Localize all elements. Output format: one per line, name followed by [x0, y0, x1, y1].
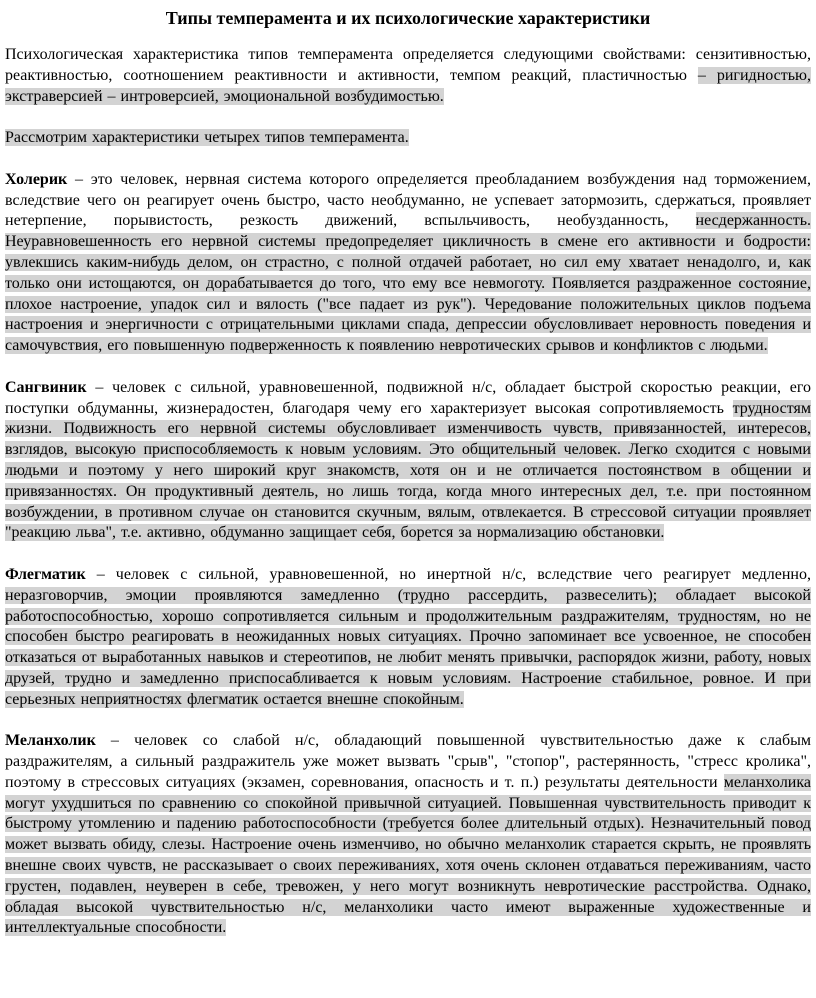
highlighted-run: – ригидностью, экстраверсией – интроверсией, эмоциональной возбудимостью. [5, 66, 811, 105]
text-run: Психологическая характеристика типов темперамента определяется следующими свойствами: сензитивностью, реактивностью, соотношением реактивности и активности, темпом реакций, пластичностью [5, 46, 811, 84]
text-run: – человек со слабой н/с, обладающий повышенной чувствительностью даже к слабым раздражителям, а сильный раздражитель уже может вызвать "срыв", "стопор", растерянность, "стресс кролика", поэтому в стрессовых ситуациях (экзамен, соревнования, опасность и т. п.) результаты деятельности [5, 732, 811, 791]
paragraph [5, 128, 811, 149]
temperament-term: Сангвиник [5, 378, 87, 396]
text-run: – человек с сильной, уравновешенной, но инертной н/с, вследствие чего реагирует медленно, [85, 565, 811, 583]
highlighted-run: неразговорчив, эмоции проявляются замедленно (трудно рассердить, развеселить); обладает высокой работоспособностью, хорошо сопротивляется сильным и продолжительным раздражителям, трудностям, но не способен быстро реагировать в неожиданных новых ситуациях. Прочно запоминает все усвоенное, не способен отказаться от выработанных навыков и стереотипов, не любит менять привычки, распорядок жизни, работу, новых друзей, трудно и замедленно приспосабливается к новым условиям. Настроение стабильное, ровное. И при серьезных неприятностях флегматик остается внешне спокойным. [5, 586, 811, 708]
highlighted-run: Рассмотрим характеристики четырех типов темперамента. [5, 129, 409, 147]
paragraph [5, 565, 811, 711]
temperament-term: Меланхолик [5, 732, 96, 750]
highlighted-run: трудностям жизни. Подвижность его нервной системы обусловливает изменчивость чувств, привязанностей, интересов, взглядов, высокую приспособляемость к новым условиям. Это общительный человек. Легко сходится с новыми людьми и поэтому у него широкий круг знакомств, хотя он и не отличается постоянством в общении и привязанностях. Он продуктивный деятель, но лишь тогда, когда много интересных дел, т.е. при постоянном возбуждении, в противном случае он становится скучным, вялым, отвлекается. В стрессовой ситуации проявляет "реакцию льва", т.е. активно, обдуманно защищает себя, борется за нормализацию обстановки. [5, 399, 811, 542]
paragraph [5, 378, 811, 544]
highlighted-run: несдержанность. Неуравновешенность его нервной системы предопределяет цикличность в смене его активности и бодрости: увлекшись каким-нибудь делом, он страстно, с полной отдачей работает, но сил ему хватает ненадолго, и, как только они истощаются, он дорабатывается до того, что ему все невмоготу. Появляется раздраженное состояние, плохое настроение, упадок сил и вялость ("все падает из рук"). Чередование положительных циклов подъема настроения и энергичности с отрицательными циклами спада, депрессии обусловливает неровность поведения и самочувствия, его повышенную подверженность к появлению невротических срывов и конфликтов с людьми. [5, 212, 811, 355]
text-run: – человек с сильной, уравновешенной, подвижной н/с, обладает быстрой скоростью реакции, его поступки обдуманны, жизнерадостен, благодаря чему его характеризует высокая сопротивляемость [5, 378, 811, 417]
text-run: – это человек, нервная система которого определяется преобладанием возбуждения над торможением, вследствие чего он реагирует очень быстро, часто необдуманно, не успевает затормозить, сдержаться, проявляет нетерпение, порывистость, резкость движений, вспыльчивость, необузданность, [5, 170, 811, 230]
document-body [5, 45, 811, 939]
paragraph [5, 731, 811, 939]
paragraph [5, 170, 811, 357]
temperament-term: Холерик [5, 170, 68, 188]
document-title: Типы темперамента и их психологические характеристики [165, 8, 651, 28]
highlighted-run: меланхолика могут ухудшиться по сравнению со спокойной привычной ситуацией. Повышенная чувствительность приводит к быстрому утомлению и падению работоспособности (требуется более длительный отдых). Незначительный повод может вызвать обиду, слезы. Настроение очень изменчиво, но обычно меланхолик старается скрыть, не проявлять внешне своих чувств, не рассказывает о своих переживаниях, хотя очень склонен отдаваться переживаниям, часто грустен, подавлен, неуверен в себе, тревожен, у него могут возникнуть невротические расстройства. Однако, обладая высокой чувствительностью н/с, меланхолики часто имеют выраженные художественные и интеллектуальные способности. [5, 773, 811, 937]
paragraph [5, 45, 811, 107]
temperament-term: Флегматик [5, 565, 86, 583]
